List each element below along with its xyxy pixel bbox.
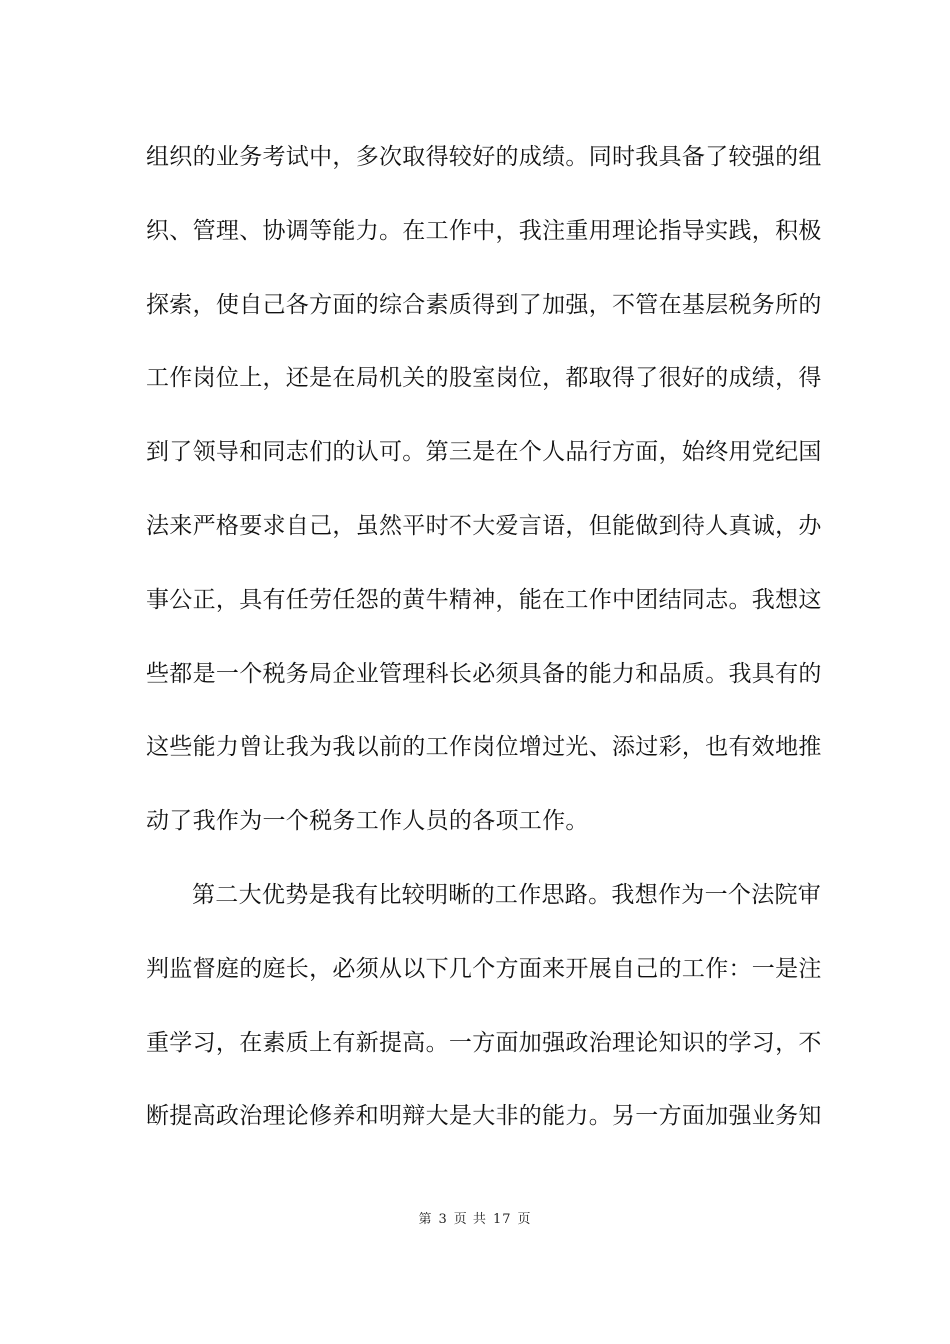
footer-page-number: 3	[438, 1212, 448, 1227]
text-line: 法来严格要求自己，虽然平时不大爱言语，但能做到待人真诚，办	[146, 512, 822, 539]
text-line: 组织的业务考试中，多次取得较好的成绩。同时我具备了较强的组	[146, 144, 822, 170]
text-line: 事公正，具有任劳任怨的黄牛精神，能在工作中团结同志。我想这	[146, 586, 822, 613]
text-line: 重学习，在素质上有新提高。一方面加强政治理论知识的学习，不	[146, 1029, 822, 1056]
text-line: 到了领导和同志们的认可。第三是在个人品行方面，始终用党纪国	[146, 439, 822, 466]
footer-total-pages: 17	[492, 1212, 512, 1227]
paragraph-start-line: 第二大优势是我有比较明晰的工作思路。我想作为一个法院审	[192, 881, 822, 908]
page-footer	[0, 1208, 950, 1227]
footer-prefix: 第	[418, 1212, 433, 1227]
text-line: 探索，使自己各方面的综合素质得到了加强，不管在基层税务所的	[146, 291, 822, 318]
body-text	[146, 133, 822, 1166]
text-line: 这些能力曾让我为我以前的工作岗位增过光、添过彩，也有效地推	[146, 734, 822, 761]
text-line: 织、管理、协调等能力。在工作中，我注重用理论指导实践，积极	[146, 217, 822, 244]
footer-middle: 页 共	[453, 1212, 487, 1227]
text-line: 些都是一个税务局企业管理科长必须具备的能力和品质。我具有的	[146, 660, 822, 687]
text-line: 判监督庭的庭长，必须从以下几个方面来开展自己的工作：一是注	[146, 955, 822, 982]
text-line: 工作岗位上，还是在局机关的股室岗位，都取得了很好的成绩，得	[146, 365, 822, 392]
footer-suffix: 页	[517, 1212, 532, 1227]
text-line: 动了我作为一个税务工作人员的各项工作。	[146, 808, 589, 835]
text-line: 断提高政治理论修养和明辩大是大非的能力。另一方面加强业务知	[146, 1103, 822, 1130]
